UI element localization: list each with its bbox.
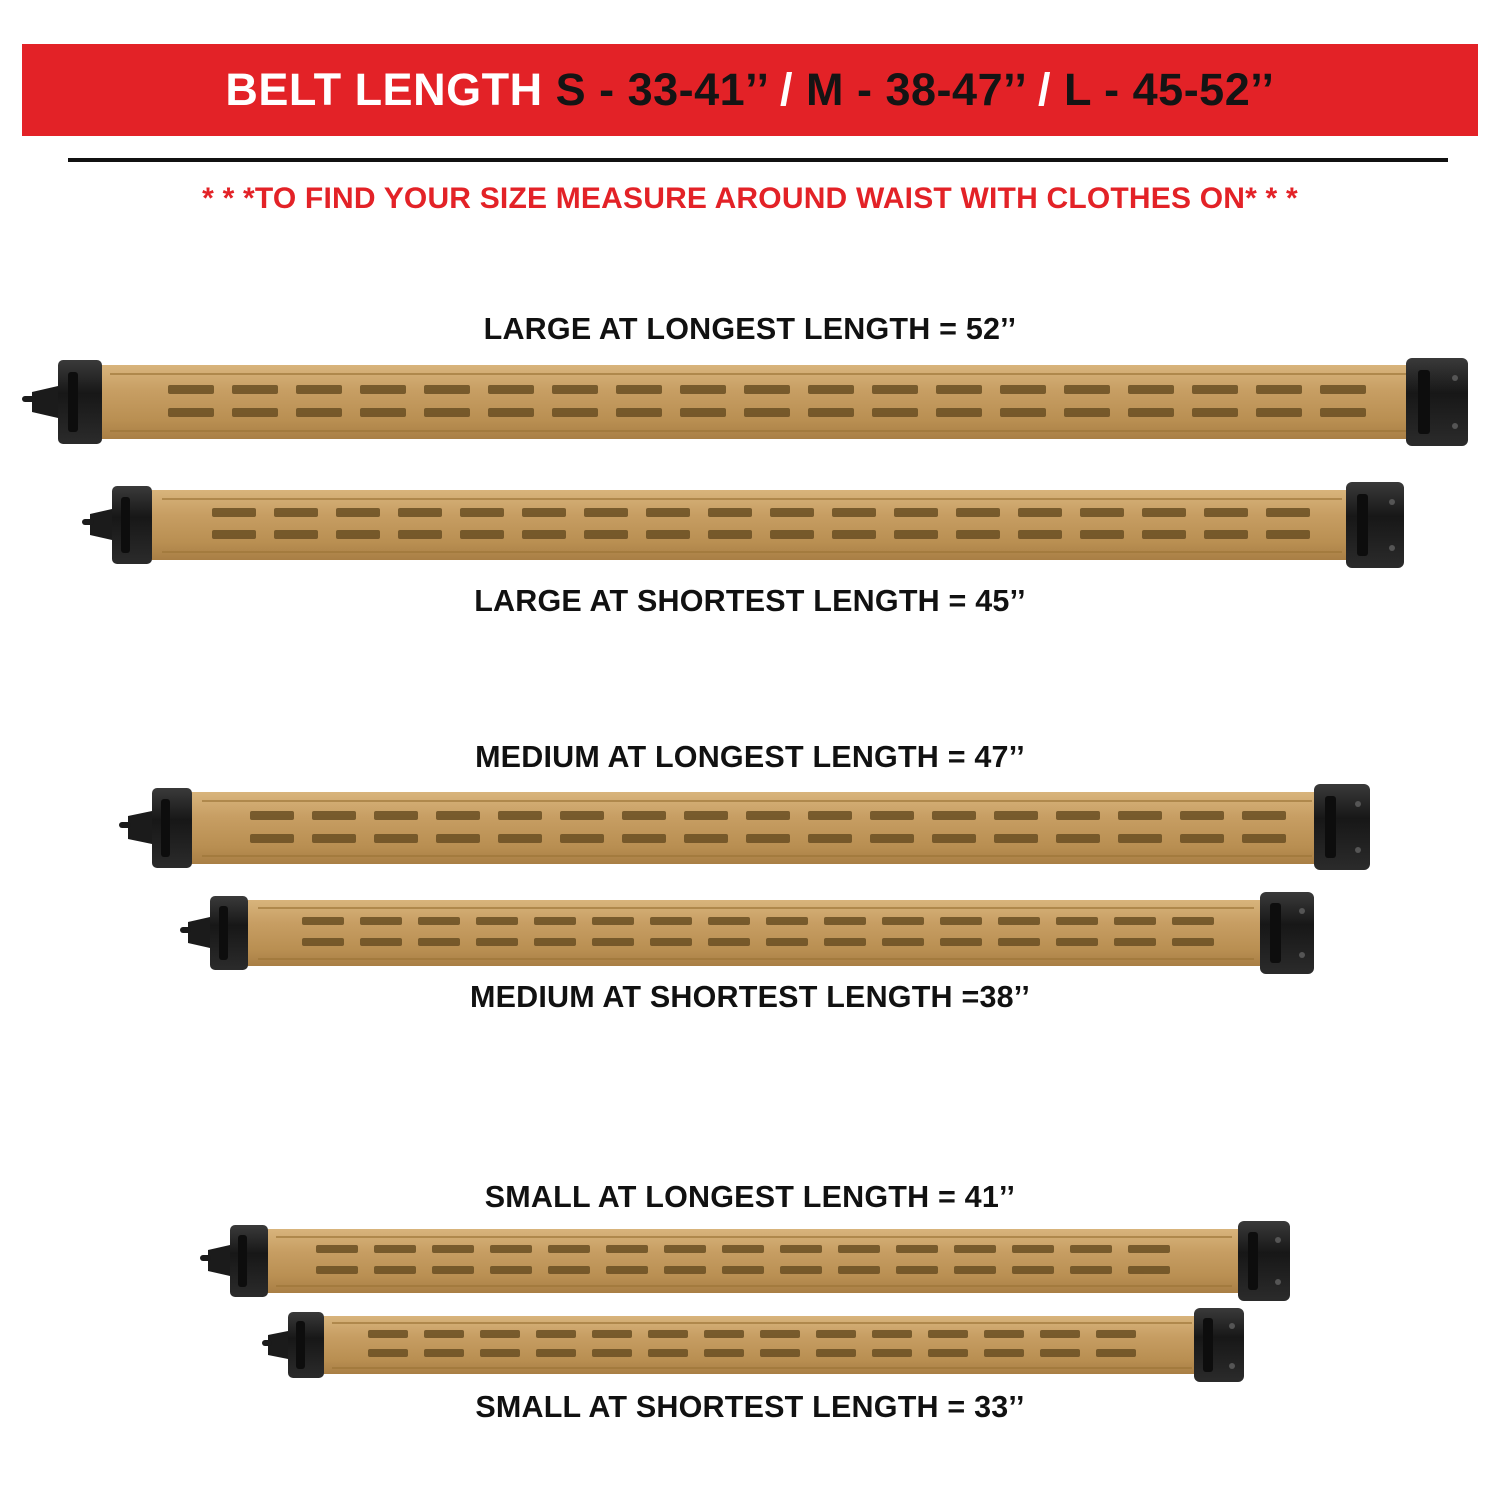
belt-length-header-bar (22, 44, 1478, 136)
belt-image-small-longest (200, 1218, 1300, 1306)
header-divider-rule (68, 158, 1448, 162)
header-size-medium: M - 38-47’’ (806, 64, 1025, 115)
header-prefix: BELT LENGTH (225, 64, 556, 115)
belt-label-medium-longest: MEDIUM AT LONGEST LENGTH = 47’’ (475, 740, 1025, 774)
belt-image-medium-shortest (180, 888, 1330, 980)
header-separator-2: / (1024, 64, 1064, 115)
belt-image-large-shortest (82, 478, 1422, 574)
header-separator-1: / (767, 64, 807, 115)
belt-label-large-shortest: LARGE AT SHORTEST LENGTH = 45’’ (474, 584, 1026, 618)
header-size-small: S - 33-41’’ (555, 64, 768, 115)
measure-instruction-text: * * *TO FIND YOUR SIZE MEASURE AROUND WAIST WITH CLOTHES ON* * * (202, 182, 1298, 215)
belt-length-header-text (225, 64, 1274, 116)
belt-label-medium-shortest: MEDIUM AT SHORTEST LENGTH =38’’ (469, 980, 1031, 1014)
belt-label-large-longest: LARGE AT LONGEST LENGTH = 52’’ (483, 312, 1017, 346)
belt-image-medium-longest (118, 780, 1386, 876)
belt-label-small-shortest: SMALL AT SHORTEST LENGTH = 33’’ (475, 1390, 1025, 1424)
belt-label-small-longest: SMALL AT LONGEST LENGTH = 41’’ (484, 1180, 1016, 1214)
belt-image-small-shortest (262, 1306, 1252, 1386)
header-size-large: L - 45-52’’ (1063, 64, 1275, 115)
belt-image-large-longest (18, 352, 1484, 452)
